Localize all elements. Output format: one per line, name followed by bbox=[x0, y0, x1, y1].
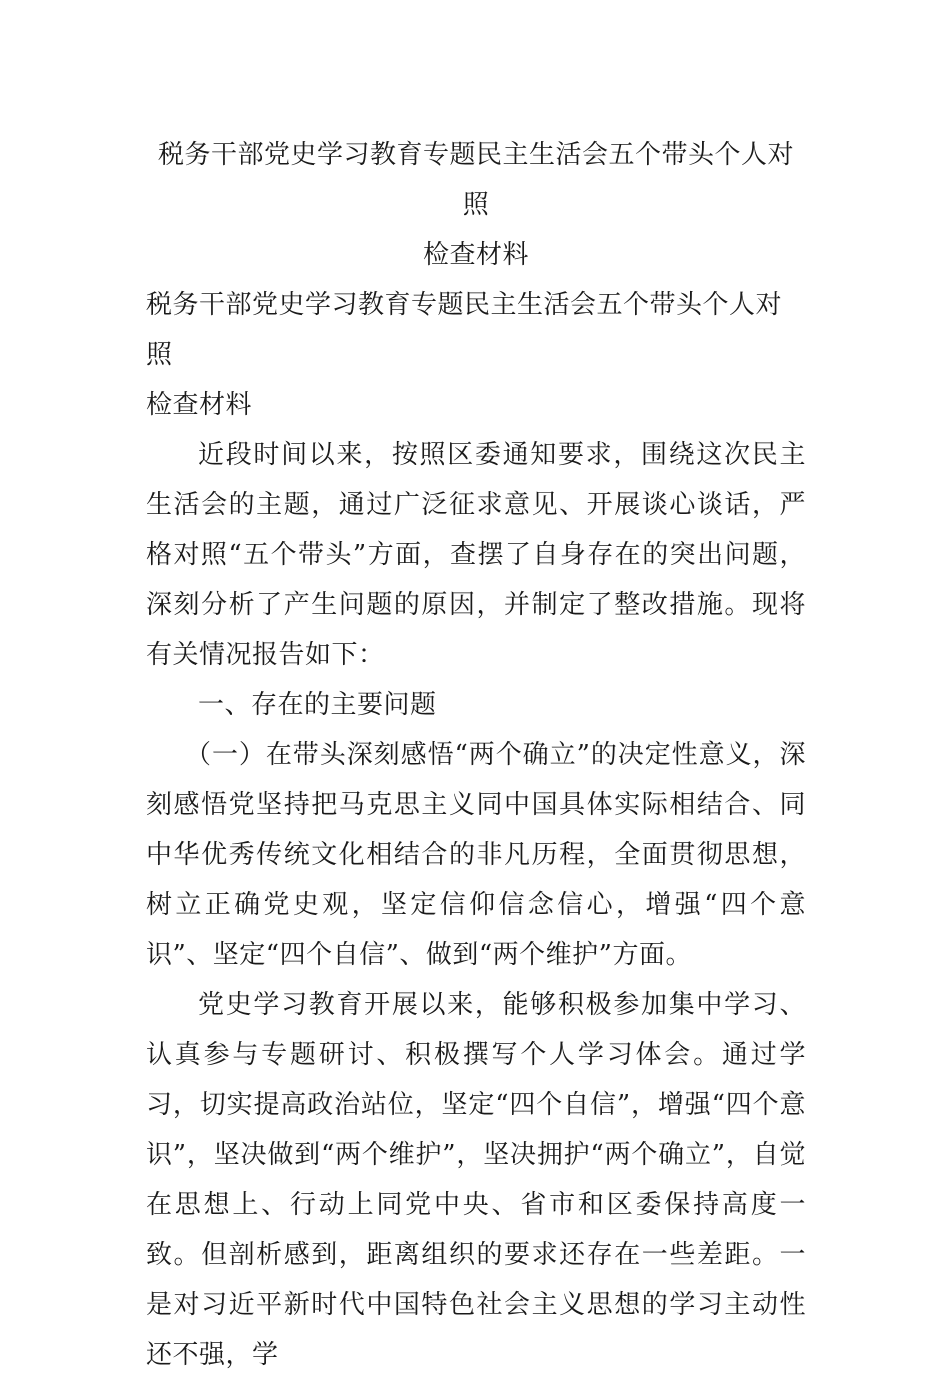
paragraph-body: 党史学习教育开展以来，能够积极参加集中学习、认真参与专题研讨、积极撰写个人学习体会。通过学习，切实提高政治站位，坚定“四个自信”，增强“四个意识”，坚决做到“两个维护”，坚决拥护“两个确立”，自觉在思想上、行动上同党中央、省市和区委保持高度一致。但剖析感到，距离组织的要求还存在一些差距。一是对习近平新时代中国特色社会主义思想的学习主动性还不强，学 bbox=[146, 990, 806, 1370]
section-heading-main-problems: 一、存在的主要问题 bbox=[198, 690, 437, 720]
document-title-line-1: 税务干部党史学习教育专题民主生活会五个带头个人对照 bbox=[157, 140, 794, 220]
document-subtitle-line-2: 检查材料 bbox=[146, 390, 253, 420]
document-title-line-2: 检查材料 bbox=[422, 240, 529, 270]
document-subtitle-line-1: 税务干部党史学习教育专题民主生活会五个带头个人对照 bbox=[146, 290, 783, 370]
subsection-heading-1: （一）在带头深刻感悟“两个确立”的决定性意义，深刻感悟党坚持把马克思主义同中国具体实际相结合、同中华优秀传统文化相结合的非凡历程，全面贯彻思想，树立正确党史观，坚定信仰信念信心，增强“四个意识”、坚定“四个自信”、做到“两个维护”方面。 bbox=[146, 740, 806, 970]
paragraph-intro: 近段时间以来，按照区委通知要求，围绕这次民主生活会的主题，通过广泛征求意见、开展谈心谈话，严格对照“五个带头”方面，查摆了自身存在的突出问题，深刻分析了产生问题的原因，并制定了整改措施。现将有关情况报告如下： bbox=[146, 440, 806, 670]
document-page bbox=[146, 130, 806, 1380]
